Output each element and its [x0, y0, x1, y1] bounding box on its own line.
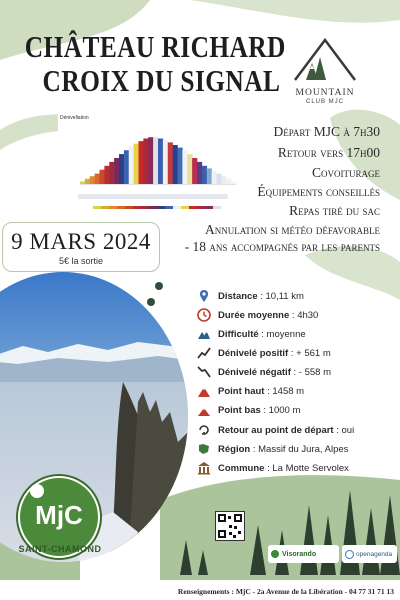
- mountain-club-logo: [290, 35, 360, 105]
- map-pin-icon: [197, 289, 211, 303]
- chart-bar: [182, 150, 187, 184]
- chart-bar: [139, 141, 144, 184]
- detail-row-8: [197, 422, 354, 438]
- detail-value: : moyenne: [258, 328, 306, 340]
- chart-range-slider: [78, 194, 228, 199]
- detail-label: Dénivelé négatif: [218, 366, 291, 378]
- chart-legend-swatch: [149, 206, 157, 209]
- detail-row-5: [197, 364, 331, 380]
- chart-bar: [85, 179, 90, 184]
- chart-legend-swatch: [173, 206, 181, 209]
- detail-value: : La Motte Servolex: [264, 462, 349, 474]
- event-date: 9 MARS 2024: [11, 229, 151, 254]
- chart-legend-swatch: [133, 206, 141, 209]
- chart-legend-swatch: [125, 206, 133, 209]
- chart-bar: [212, 171, 217, 184]
- schedule-line-5: Repas tiré du sac: [289, 203, 380, 218]
- event-price: 5€ la sortie: [58, 256, 104, 266]
- chart-legend-swatch: [157, 206, 165, 209]
- chart-bar: [95, 174, 100, 184]
- chart-legend-swatch: [141, 206, 149, 209]
- date-box: [2, 222, 160, 272]
- chart-bar: [197, 162, 202, 184]
- chart-bar: [114, 158, 119, 184]
- slope-down-icon: [197, 365, 211, 379]
- detail-label: Point bas: [218, 404, 261, 416]
- mjc-arc-text: SAINT-CHAMOND: [18, 544, 102, 554]
- openagenda-label: openagenda: [356, 550, 393, 558]
- chart-header: Dénivellation: [60, 115, 89, 121]
- title-line-2: CROIX DU SIGNAL: [42, 63, 281, 98]
- schedule-line-1: Départ MJC à 7h30: [273, 124, 380, 139]
- chart-bar: [192, 158, 197, 184]
- summit-low-icon: [197, 403, 211, 417]
- decor-dot-1: [155, 282, 163, 290]
- detail-row-9: [197, 441, 348, 457]
- chart-legend-swatch: [189, 206, 197, 209]
- detail-label: Point haut: [218, 385, 265, 397]
- chart-legend-swatch: [205, 206, 213, 209]
- chart-legend-swatch: [101, 206, 109, 209]
- schedule-line-2: Retour vers 17h00: [277, 145, 380, 160]
- elevation-chart: [58, 114, 246, 216]
- chart-bar: [124, 150, 129, 184]
- chart-bar: [153, 137, 158, 184]
- elevation-chart-panel: [58, 114, 246, 216]
- chart-bar: [178, 148, 183, 184]
- clock-icon: [197, 308, 211, 322]
- chart-bar: [221, 176, 226, 184]
- visorando-label: Visorando: [282, 550, 317, 558]
- summit-high-icon: [197, 384, 211, 398]
- detail-row-3: [197, 326, 306, 342]
- region-icon: [197, 442, 211, 456]
- chart-bar: [173, 145, 178, 184]
- chart-bar: [104, 166, 109, 184]
- chart-bar: [168, 142, 173, 184]
- schedule-line-3: Covoiturage: [312, 165, 380, 180]
- chart-bar: [217, 174, 222, 184]
- logo-text-2: CLUB MJC: [305, 99, 344, 105]
- loop-icon: [197, 423, 211, 437]
- chart-legend-swatch: [93, 206, 101, 209]
- detail-label: Dénivelé positif: [218, 347, 289, 359]
- chart-bar: [202, 166, 207, 184]
- chart-legend-swatch: [117, 206, 125, 209]
- chart-bar: [90, 176, 95, 184]
- chart-bar: [187, 154, 192, 184]
- mjc-logo-dot: [30, 484, 44, 498]
- detail-label: Région: [218, 443, 251, 455]
- visorando-icon: [271, 550, 279, 558]
- chart-legend-swatch: [165, 206, 173, 209]
- detail-label: Commune: [218, 462, 265, 474]
- detail-row-2: [197, 307, 318, 323]
- detail-value: : 4h30: [289, 309, 319, 321]
- chart-bar: [158, 139, 163, 185]
- chart-legend-swatch: [197, 206, 205, 209]
- detail-value: : 1000 m: [260, 404, 301, 416]
- decor-dot-2: [147, 298, 155, 306]
- chart-bar: [231, 181, 236, 184]
- chart-bar: [143, 139, 148, 185]
- slope-up-icon: [197, 346, 211, 360]
- detail-label: Difficulté: [218, 328, 259, 340]
- detail-row-6: [197, 383, 304, 399]
- detail-label: Distance: [218, 290, 258, 302]
- schedule-line-7: - 18 ans accompagnés par les parents: [184, 239, 380, 254]
- chart-bar: [129, 146, 134, 184]
- logo-text-1: MOUNTAIN: [295, 88, 355, 98]
- detail-value: : Massif du Jura, Alpes: [250, 443, 349, 455]
- chart-bar: [148, 137, 153, 184]
- chart-bar: [207, 168, 212, 184]
- chart-bar: [100, 170, 105, 184]
- detail-row-7: [197, 402, 300, 418]
- chart-bar: [226, 179, 231, 184]
- footer-info: Renseignements : MjC - 2a Avenue de la Libération - 04 77 31 71 13: [177, 587, 394, 596]
- chart-legend-swatch: [109, 206, 117, 209]
- chart-legend-swatch: [181, 206, 189, 209]
- chart-bar: [80, 181, 85, 184]
- mjc-badge-text: MjC: [35, 500, 83, 530]
- detail-row-4: [197, 345, 331, 361]
- chart-bar: [134, 144, 139, 184]
- detail-label: Retour au point de départ: [218, 424, 334, 436]
- page-title: [20, 30, 291, 98]
- detail-value: : - 558 m: [290, 366, 331, 378]
- openagenda-icon: [345, 550, 354, 559]
- mountain-logo-icon: [290, 35, 360, 83]
- detail-value: : + 561 m: [288, 347, 331, 359]
- detail-value: : oui: [333, 424, 355, 436]
- chart-legend-swatch: [213, 206, 221, 209]
- chart-bar: [109, 162, 114, 184]
- schedule-line-4: Équipements conseillés: [257, 184, 380, 199]
- detail-value: : 10,11 km: [257, 290, 304, 302]
- schedule-line-6: Annulation si météo défavorable: [204, 222, 380, 237]
- openagenda-logo: [342, 545, 397, 563]
- detail-row-1: [197, 288, 304, 304]
- mountain-icon: [197, 327, 211, 341]
- detail-value: : 1458 m: [264, 385, 305, 397]
- title-line-1: CHÂTEAU RICHARD: [24, 29, 286, 64]
- visorando-logo: [268, 545, 339, 563]
- detail-label: Durée moyenne: [218, 309, 290, 321]
- chart-bar: [119, 154, 124, 184]
- chart-bar: [163, 140, 168, 184]
